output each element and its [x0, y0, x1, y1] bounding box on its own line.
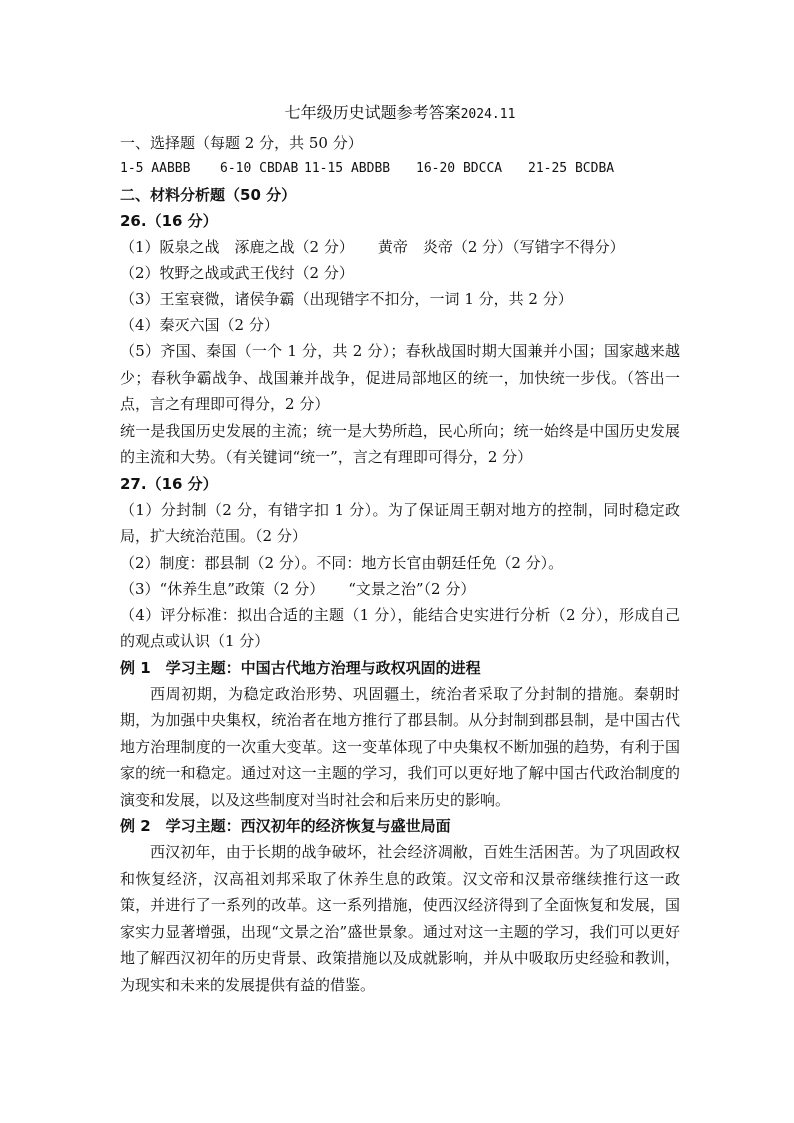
- answer-group: 11-15 ABDBB: [304, 161, 391, 176]
- q27-answer-3a: （3）“休养生息”政策（2 分）: [120, 579, 325, 598]
- q26-answer-2: （2）牧野之战或武王伐纣（2 分）: [120, 264, 354, 282]
- example2-body: 西汉初年，由于长期的战争破坏，社会经济凋敝，百姓生活困苦。为了巩固政权和恢复经济，汉高祖刘邦采取了休养生息的政策。汉文帝和汉景帝继续推行这一政策，并进行了一系列的改革。这一系列措施，使西汉经济得到了全面恢复和发展，国家实力显著增强，出现“文景之治”盛世景象。通过对这一主题的学习，我们可以更好地了解西汉初年的历史背景、政策措施以及成就影响，并从中吸取历史经验和教训，为现实和未来的发展提供有益的借鉴。: [120, 843, 680, 994]
- answer-group: 21-25 BCDBA: [528, 161, 615, 176]
- q27-answer-4: （4）评分标准：拟出合适的主题（1 分），能结合史实进行分析（2 分），形成自己的观点或认识（1 分）: [120, 605, 680, 650]
- answer-group: 1-5 AABBB: [120, 161, 191, 176]
- section2-heading: 二、材料分析题（50 分）: [120, 186, 297, 204]
- title-text: 七年级历史试题参考答案: [284, 103, 461, 122]
- q27-answer-3b: “文景之治”（2 分）: [348, 579, 476, 598]
- answer-group: 16-20 BDCCA: [416, 161, 503, 176]
- q26-heading: 26.（16 分）: [120, 212, 218, 230]
- q26-answer-4: （4）秦灭六国（2 分）: [120, 316, 279, 334]
- section1-heading: 一、选择题（每题 2 分，共 50 分）: [120, 134, 363, 152]
- q27-answer-3: [120, 576, 680, 602]
- q26-answer-1a: （1）阪泉之战 涿鹿之战（2 分）: [120, 238, 354, 256]
- q26-answer-5: （5）齐国、秦国（一个 1 分，共 2 分）；春秋战国时期大国兼并小国；国家越来越少；春秋争霸战争、战国兼并战争，促进局部地区的统一，加快统一步伐。（答出一点，言之有理即可得分，2 分）: [120, 342, 680, 413]
- q27-answer-1: （1）分封制（2 分，有错字扣 1 分）。为了保证周王朝对地方的控制，同时稳定政局，扩大统治范围。（2 分）: [120, 500, 680, 545]
- example2-heading: 例 2 学习主题：西汉初年的经济恢复与盛世局面: [120, 817, 451, 835]
- answer-key-page: [120, 100, 680, 998]
- title-date: 2024.11: [460, 107, 516, 122]
- page-title: [120, 100, 680, 126]
- answer-group: 6-10 CBDAB: [220, 161, 299, 176]
- q26-answer-3: （3）王室衰微，诸侯争霸（出现错字不扣分，一词 1 分，共 2 分）: [120, 290, 573, 308]
- q27-heading: 27.（16 分）: [120, 474, 218, 493]
- example1-heading: 例 1 学习主题：中国古代地方治理与政权巩固的进程: [120, 658, 481, 677]
- q26-answer-1: [120, 234, 680, 260]
- q27-answer-2: （2）制度：郡县制（2 分）。不同：地方长官由朝廷任免（2 分）。: [120, 553, 564, 572]
- q26-answer-1b: 黄帝 炎帝（2 分）（写错字不得分）: [377, 238, 625, 256]
- choice-answers: [120, 156, 680, 182]
- example1-body: 西周初期，为稳定政治形势、巩固疆土，统治者采取了分封制的措施。秦朝时期，为加强中央集权，统治者在地方推行了郡县制。从分封制到郡县制，是中国古代地方治理制度的一次重大变革。这一变革体现了中央集权不断加强的趋势，有利于国家的统一和稳定。通过对这一主题的学习，我们可以更好地了解中国古代政治制度的演变和发展，以及这些制度对当时社会和后来历史的影响。: [120, 684, 680, 809]
- q26-answer-6: 统一是我国历史发展的主流；统一是大势所趋，民心所向；统一始终是中国历史发展的主流和大势。（有关键词“统一”，言之有理即可得分，2 分）: [120, 421, 680, 466]
